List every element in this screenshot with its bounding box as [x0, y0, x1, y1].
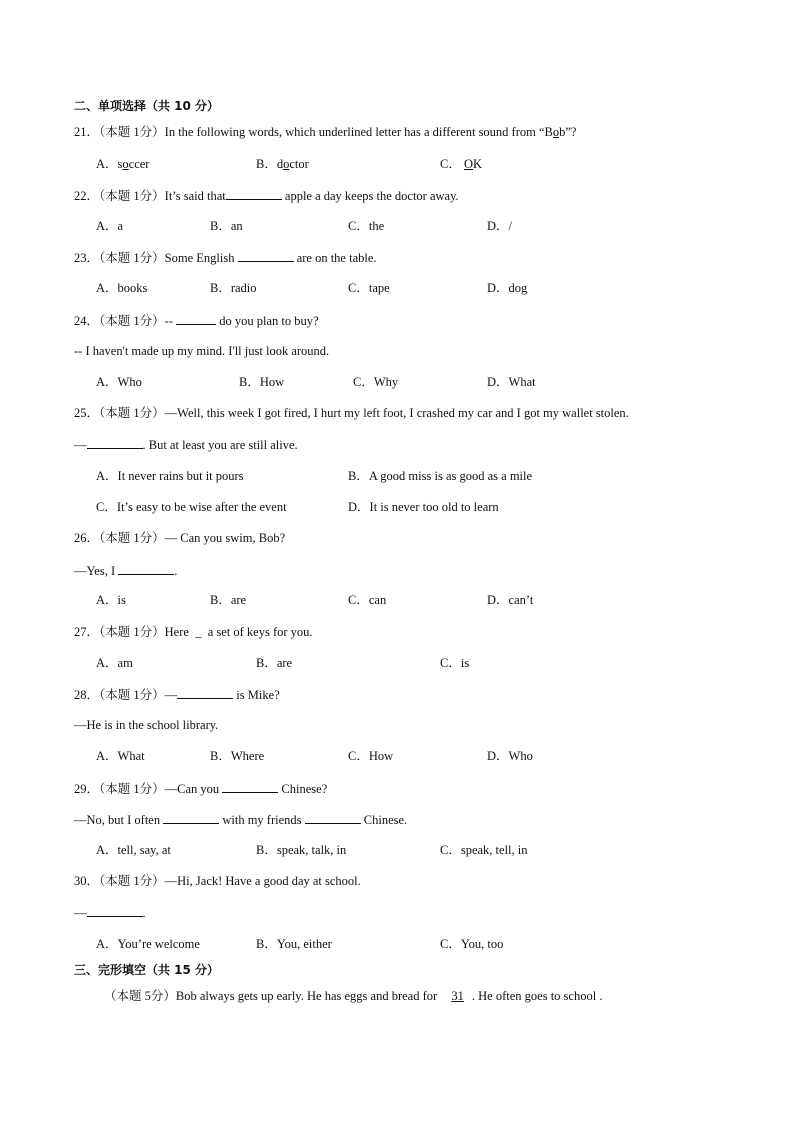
option-d[interactable]: D．It is never too old to learn	[348, 500, 499, 514]
question-25-stem: 25．（本题 1分）—Well, this week I got fired, I hurt my left foot, I crashed my car and I got my wallet stolen.	[74, 406, 629, 420]
answer-blank[interactable]	[222, 780, 278, 793]
cloze-passage: （本题 5分）Bob always gets up early. He has eggs and bread for 31 . He often goes to school .	[104, 989, 603, 1003]
question-26-stem: 26．（本题 1分）— Can you swim, Bob?	[74, 531, 286, 545]
option-b[interactable]: B．How	[239, 375, 285, 389]
question-24-reply: -- I haven't made up my mind. I'll just look around.	[74, 344, 330, 358]
option-b[interactable]: B．A good miss is as good as a mile	[348, 469, 533, 483]
answer-blank[interactable]	[87, 436, 143, 449]
option-b[interactable]: B．Where	[210, 749, 265, 763]
option-a[interactable]: A．tell, say, at	[96, 843, 171, 857]
question-number: 21．	[74, 125, 100, 139]
option-c[interactable]: C． OK	[440, 157, 483, 171]
question-29-stem: 29．（本题 1分）—Can you Chinese?	[74, 782, 328, 796]
question-30-reply: — .	[74, 906, 146, 920]
answer-blank[interactable]	[177, 686, 233, 699]
question-27-stem: 27．（本题 1分）Here _ a set of keys for you.	[74, 625, 313, 639]
option-c[interactable]: C．Why	[353, 375, 399, 389]
answer-blank[interactable]	[305, 811, 361, 824]
option-c[interactable]: C．How	[348, 749, 394, 763]
question-30-stem: 30．（本题 1分）—Hi, Jack! Have a good day at school.	[74, 874, 361, 888]
option-a[interactable]: A．books	[96, 281, 148, 295]
option-b[interactable]: B．are	[256, 656, 293, 670]
question-25-reply: — . But at least you are still alive.	[74, 438, 298, 452]
option-d[interactable]: D．What	[487, 375, 536, 389]
option-c[interactable]: C．is	[440, 656, 470, 670]
option-c[interactable]: C．can	[348, 593, 387, 607]
question-score: （本题 1分）	[99, 125, 165, 139]
question-26-reply: —Yes, I .	[74, 564, 178, 578]
option-a[interactable]: A．It never rains but it pours	[96, 469, 244, 483]
question-29-reply: —No, but I often with my friends Chinese.	[74, 813, 408, 827]
answer-blank[interactable]	[176, 312, 216, 325]
answer-blank[interactable]	[87, 904, 143, 917]
option-a[interactable]: A．Who	[96, 375, 142, 389]
question-23-stem: 23．（本题 1分）Some English are on the table.	[74, 251, 377, 265]
question-28-stem: 28．（本题 1分）— is Mike?	[74, 688, 280, 702]
answer-blank[interactable]	[238, 249, 294, 262]
option-c[interactable]: C．speak, tell, in	[440, 843, 528, 857]
option-a[interactable]: A．soccer	[96, 157, 150, 171]
question-22-stem: 22．（本题 1分）It’s said that apple a day keeps the doctor away.	[74, 189, 459, 203]
section-heading-cloze: 三、完形填空（共 15 分）	[74, 963, 220, 977]
section-heading-single-choice: 二、单项选择（共 10 分）	[74, 99, 220, 113]
answer-blank[interactable]: _	[195, 625, 202, 639]
question-24-stem: 24．（本题 1分）-- do you plan to buy?	[74, 314, 319, 328]
option-b[interactable]: B．an	[210, 219, 243, 233]
option-a[interactable]: A．What	[96, 749, 145, 763]
answer-blank[interactable]	[163, 811, 219, 824]
option-d[interactable]: D．dog	[487, 281, 528, 295]
option-c[interactable]: C．You, too	[440, 937, 504, 951]
option-c[interactable]: C．tape	[348, 281, 390, 295]
question-21-stem: 21．（本题 1分）In the following words, which underlined letter has a different sound from “Bob”?	[74, 125, 577, 139]
option-b[interactable]: B．You, either	[256, 937, 332, 951]
option-d[interactable]: D．can’t	[487, 593, 534, 607]
question-28-reply: —He is in the school library.	[74, 718, 219, 732]
option-b[interactable]: B．radio	[210, 281, 257, 295]
option-a[interactable]: A．am	[96, 656, 133, 670]
option-c[interactable]: C．It’s easy to be wise after the event	[96, 500, 287, 514]
option-c[interactable]: C．the	[348, 219, 385, 233]
option-d[interactable]: D．/	[487, 219, 513, 233]
cloze-blank-31[interactable]: 31	[451, 989, 464, 1003]
option-b[interactable]: B．are	[210, 593, 247, 607]
option-b[interactable]: B．doctor	[256, 157, 309, 171]
option-a[interactable]: A．a	[96, 219, 124, 233]
option-a[interactable]: A．You’re welcome	[96, 937, 200, 951]
option-d[interactable]: D．Who	[487, 749, 533, 763]
option-b[interactable]: B．speak, talk, in	[256, 843, 347, 857]
answer-blank[interactable]	[118, 562, 174, 575]
answer-blank[interactable]	[226, 187, 282, 200]
option-a[interactable]: A．is	[96, 593, 126, 607]
